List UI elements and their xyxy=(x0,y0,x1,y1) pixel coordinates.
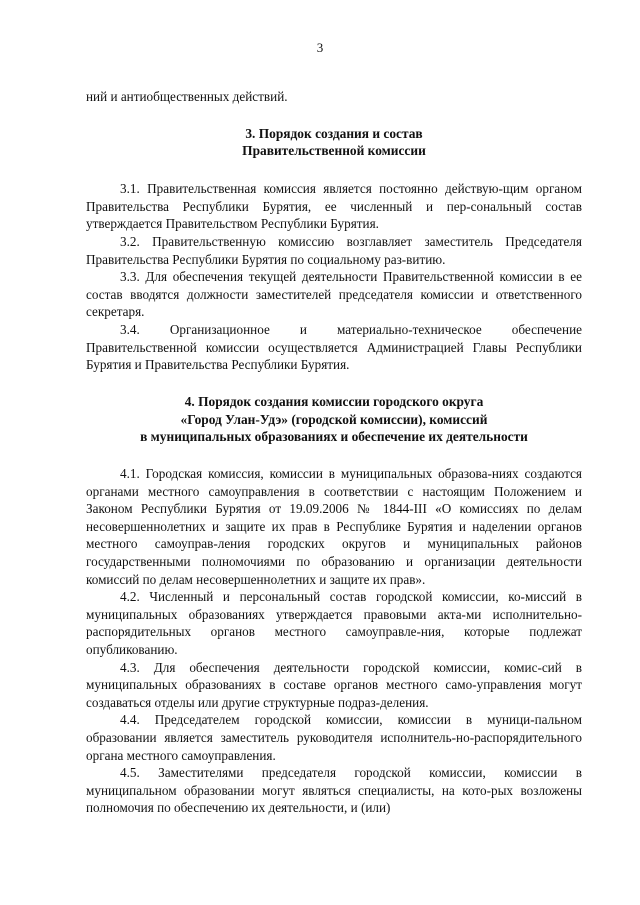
page-number: 3 xyxy=(316,40,324,55)
paragraph-4-1: 4.1. Городская комиссия, комиссии в муниципальных образова-ниях создаются органами местного самоуправления в соответствии с настоящим Положением и Законом Республики Бурятия от 19.09.2006 № 1844-III «О комиссиях по делам несовершеннолетних и защите их прав в Республике Бурятия и наделении органов местного самоуправ-ления городских округов и муниципальных районов государственными полномочиями по образованию и организации деятельности комиссий по делам несовершеннолетних и защите их прав». xyxy=(86,466,582,587)
section-4-heading-line-3: в муниципальных образованиях и обеспечение их деятельности xyxy=(140,429,528,445)
section-4-heading-line-2: «Город Улан-Удэ» (городской комиссии), комиссий xyxy=(180,411,488,427)
paragraph-4-5: 4.5. Заместителями председателя городской комиссии, комиссии в муниципальном образовании могут являться специалисты, на кото-рых возложены полномочия по обеспечению их деятельности, и (или) xyxy=(86,765,582,816)
paragraph-4-2: 4.2. Численный и персональный состав городской комиссии, ко-миссий в муниципальных образованиях утверждается правовыми акта-ми исполнительно-распорядительных органов местного самоуправле-ния, которые подлежат опубликованию. xyxy=(86,589,582,658)
paragraph-4-3: 4.3. Для обеспечения деятельности городской комиссии, комис-сий в муниципальных образованиях в составе органов местного само-управления могут создаваться отделы или другие структурные подраз-деления. xyxy=(86,659,582,710)
continuation-text: ний и антиобщественных действий. xyxy=(86,89,288,104)
paragraph-3-3: 3.3. Для обеспечения текущей деятельности Правительственной комиссии в ее состав вводятся должности заместителей председателя комиссии и ответственного секретаря. xyxy=(86,269,582,320)
paragraph-3-4: 3.4. Организационное и материально-техническое обеспечение Правительственной комиссии осуществляется Администрацией Главы Республики Бурятия и Правительства Республики Бурятия. xyxy=(86,321,582,373)
paragraph-3-2: 3.2. Правительственную комиссию возглавляет заместитель Председателя Правительства Республики Бурятия по социальному раз-витию. xyxy=(86,233,582,267)
section-4-heading xyxy=(86,393,582,446)
section-4-heading-line-1: 4. Порядок создания комиссии городского округа xyxy=(184,393,484,409)
paragraph-3-1: 3.1. Правительственная комиссия является постоянно действую-щим органом Правительства Республики Бурятия, ее численный и пер-сональный состав утверждается Правительством Республики Бурятия. xyxy=(86,181,582,232)
paragraph-4-4: 4.4. Председателем городской комиссии, комиссии в муници-пальном образовании является заместитель руководителя исполнитель-но-распорядительного органа местного самоуправления. xyxy=(86,712,582,763)
section-3-heading xyxy=(86,125,582,161)
section-3-heading-line-1: 3. Порядок создания и состав xyxy=(245,125,423,141)
section-3-heading-line-2: Правительственной комиссии xyxy=(242,143,426,159)
